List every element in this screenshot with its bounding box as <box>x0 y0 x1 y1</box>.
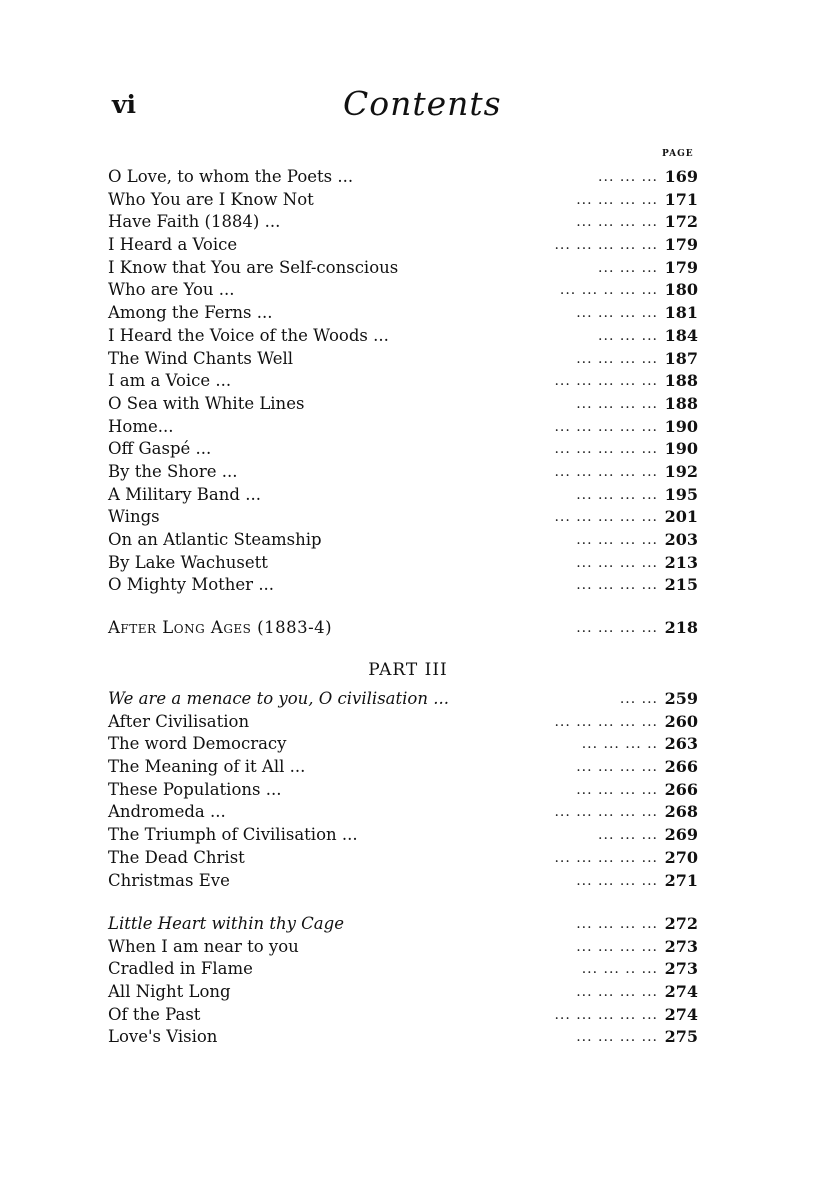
toc-entry-page-number: 201 <box>664 507 698 527</box>
toc-entry-title: I am a Voice ... <box>108 371 232 391</box>
toc-dot-leader: ... ... ... ... <box>576 395 658 412</box>
toc-entry-page-number: 274 <box>664 982 698 1002</box>
toc-entry-page-number: 203 <box>664 530 698 549</box>
toc-entry <box>108 756 708 779</box>
toc-entry <box>108 779 708 802</box>
toc-entry-title: Christmas Eve <box>108 870 230 890</box>
toc-entry <box>108 234 708 257</box>
toc-dot-leader: ... ... ... ... ... <box>554 418 658 435</box>
toc-entry-page-number: 273 <box>664 936 698 956</box>
toc-entry-title: After Long Ages (1883-4) <box>108 618 333 637</box>
toc-dot-leader: ... ... ... ... <box>576 759 658 776</box>
toc-entry-title: Wings <box>108 507 160 527</box>
toc-dot-leader: ... ... ... ... ... <box>554 237 658 254</box>
toc-entry <box>108 936 708 959</box>
toc-entry-title: The Triumph of Civilisation ... <box>108 825 358 845</box>
toc-entry-page-number: 269 <box>664 825 698 845</box>
toc-entry-page-number: 190 <box>664 416 698 436</box>
toc-dot-leader: ... ... ... <box>598 827 658 844</box>
toc-entry-page-number: 271 <box>664 870 698 890</box>
page-folio: vi <box>112 90 137 119</box>
toc-entry-title: These Populations ... <box>108 779 282 799</box>
toc-entry <box>108 393 708 416</box>
toc-entry <box>108 438 708 461</box>
toc-entry <box>108 958 708 981</box>
toc-entry-page-number: 171 <box>664 189 698 209</box>
contents-group-2 <box>108 617 708 640</box>
toc-entry-page-number: 188 <box>664 393 698 413</box>
toc-entry <box>108 824 708 847</box>
contents-group-3 <box>108 688 708 892</box>
toc-entry-page-number: 266 <box>664 779 698 799</box>
toc-entry-page-number: 213 <box>664 552 698 572</box>
toc-dot-leader: ... ... .. ... ... <box>559 282 658 299</box>
part-heading: PART III <box>368 660 448 680</box>
toc-entry <box>108 733 708 756</box>
toc-entry-page-number: 275 <box>664 1027 698 1047</box>
contents-group-4 <box>108 913 708 1049</box>
toc-entry <box>108 416 708 439</box>
toc-entry-page-number: 188 <box>664 371 698 391</box>
toc-entry-page-number: 181 <box>664 303 698 323</box>
toc-entry <box>108 688 708 711</box>
toc-entry-title: Andromeda ... <box>108 802 226 822</box>
toc-entry-page-number: 195 <box>664 484 698 504</box>
toc-entry-page-number: 180 <box>664 280 698 300</box>
toc-entry-title: The Wind Chants Well <box>108 348 294 368</box>
toc-dot-leader: ... ... ... ... <box>576 486 658 503</box>
toc-entry <box>108 529 708 552</box>
toc-entry <box>108 166 708 189</box>
toc-entry-title: By Lake Wachusett <box>108 552 268 572</box>
toc-entry-page-number: 260 <box>664 711 698 731</box>
toc-entry-title: By the Shore ... <box>108 461 238 481</box>
toc-entry-page-number: 215 <box>664 575 698 595</box>
toc-entry-page-number: 268 <box>664 802 698 822</box>
toc-entry <box>108 302 708 325</box>
toc-entry <box>108 325 708 348</box>
toc-entry <box>108 801 708 824</box>
toc-dot-leader: ... ... ... ... <box>576 938 658 955</box>
toc-dot-leader: ... ... ... ... <box>576 350 658 367</box>
toc-entry-page-number: 169 <box>664 167 698 186</box>
toc-entry <box>108 348 708 371</box>
toc-entry-title: When I am near to you <box>108 936 299 956</box>
toc-entry <box>108 981 708 1004</box>
toc-dot-leader: ... ... ... ... <box>576 916 658 932</box>
toc-entry-title: After Civilisation <box>108 711 250 731</box>
toc-entry-title: O Sea with White Lines <box>108 393 305 413</box>
toc-entry <box>108 461 708 484</box>
toc-dot-leader: ... ... ... ... ... <box>554 1006 658 1023</box>
toc-entry-title: I Heard the Voice of the Woods ... <box>108 325 389 345</box>
toc-entry-title: The Dead Christ <box>108 847 245 867</box>
toc-dot-leader: ... ... ... .. <box>581 736 658 753</box>
toc-entry-page-number: 273 <box>664 959 698 979</box>
toc-dot-leader: ... ... ... ... <box>576 191 658 208</box>
toc-entry-title: Have Faith (1884) ... <box>108 212 281 232</box>
toc-entry <box>108 847 708 870</box>
toc-entry <box>108 617 708 640</box>
toc-dot-leader: ... ... ... <box>598 169 658 185</box>
toc-entry-title: On an Atlantic Steamship <box>108 530 322 549</box>
toc-entry-page-number: 184 <box>664 325 698 345</box>
toc-dot-leader: ... ... ... ... ... <box>554 463 658 480</box>
toc-dot-leader: ... ... ... ... ... <box>554 713 658 730</box>
toc-dot-leader: ... ... ... <box>598 259 658 276</box>
toc-entry-title: We are a menace to you, O civilisation ... <box>108 689 449 708</box>
toc-dot-leader: ... ... ... ... <box>576 1029 658 1046</box>
toc-entry <box>108 370 708 393</box>
toc-dot-leader: ... ... ... ... ... <box>554 849 658 866</box>
toc-entry-page-number: 259 <box>664 689 698 708</box>
toc-entry <box>108 279 708 302</box>
toc-entry-title: The word Democracy <box>108 734 287 754</box>
toc-entry <box>108 1004 708 1027</box>
page-title: Contents <box>343 84 502 123</box>
toc-dot-leader: ... ... ... ... <box>576 214 658 231</box>
toc-entry-title: I Know that You are Self-conscious <box>108 257 399 277</box>
toc-entry-page-number: 192 <box>664 461 698 481</box>
toc-entry-page-number: 179 <box>664 257 698 277</box>
toc-entry <box>108 1026 708 1049</box>
toc-dot-leader: ... ... ... ... <box>576 532 658 548</box>
toc-dot-leader: ... ... ... ... <box>576 984 658 1001</box>
toc-entry-title: Who are You ... <box>108 280 235 300</box>
toc-entry-title: Cradled in Flame <box>108 959 253 979</box>
page-column-label: PAGE <box>662 149 694 159</box>
toc-entry <box>108 574 708 597</box>
toc-entry <box>108 189 708 212</box>
toc-dot-leader: ... ... ... ... ... <box>554 804 658 821</box>
toc-dot-leader: ... ... ... ... <box>576 577 658 594</box>
toc-entry-page-number: 272 <box>664 914 698 933</box>
toc-entry <box>108 913 708 936</box>
toc-dot-leader: ... ... <box>619 691 658 707</box>
toc-entry-title: The Meaning of it All ... <box>108 757 306 777</box>
toc-entry <box>108 870 708 893</box>
toc-entry <box>108 552 708 575</box>
toc-dot-leader: ... ... ... ... ... <box>554 509 658 526</box>
toc-entry-page-number: 274 <box>664 1004 698 1024</box>
toc-entry <box>108 506 708 529</box>
page-header <box>112 84 712 134</box>
toc-entry <box>108 257 708 280</box>
toc-dot-leader: ... ... ... ... ... <box>554 373 658 390</box>
toc-entry-page-number: 218 <box>664 618 698 637</box>
toc-entry <box>108 711 708 734</box>
toc-dot-leader: ... ... .. ... <box>581 961 658 978</box>
toc-entry-title: O Love, to whom the Poets ... <box>108 167 354 186</box>
toc-dot-leader: ... ... ... <box>598 327 658 344</box>
toc-entry-page-number: 266 <box>664 757 698 777</box>
toc-dot-leader: ... ... ... ... <box>576 781 658 798</box>
toc-entry-page-number: 172 <box>664 212 698 232</box>
toc-entry-title: Love's Vision <box>108 1027 218 1047</box>
toc-dot-leader: ... ... ... ... <box>576 620 658 636</box>
toc-entry-page-number: 190 <box>664 439 698 459</box>
contents-group-1 <box>108 166 708 597</box>
toc-dot-leader: ... ... ... ... <box>576 305 658 322</box>
toc-entry-title: Among the Ferns ... <box>108 303 273 323</box>
toc-dot-leader: ... ... ... ... ... <box>554 441 658 458</box>
toc-entry-title: Little Heart within thy Cage <box>108 914 344 933</box>
toc-dot-leader: ... ... ... ... <box>576 872 658 889</box>
toc-entry-page-number: 187 <box>664 348 698 368</box>
toc-entry-title: O Mighty Mother ... <box>108 575 275 595</box>
toc-entry <box>108 484 708 507</box>
toc-entry-title: A Military Band ... <box>108 484 261 504</box>
toc-entry-title: Off Gaspé ... <box>108 439 212 459</box>
toc-entry <box>108 211 708 234</box>
toc-entry-title: All Night Long <box>108 982 231 1002</box>
toc-entry-page-number: 270 <box>664 847 698 867</box>
toc-entry-title: I Heard a Voice <box>108 235 238 255</box>
toc-entry-page-number: 179 <box>664 235 698 255</box>
toc-entry-title: Home... <box>108 416 174 436</box>
toc-entry-title: Who You are I Know Not <box>108 189 314 209</box>
toc-entry-page-number: 263 <box>664 734 698 754</box>
toc-entry-title: Of the Past <box>108 1004 201 1024</box>
toc-dot-leader: ... ... ... ... <box>576 554 658 571</box>
